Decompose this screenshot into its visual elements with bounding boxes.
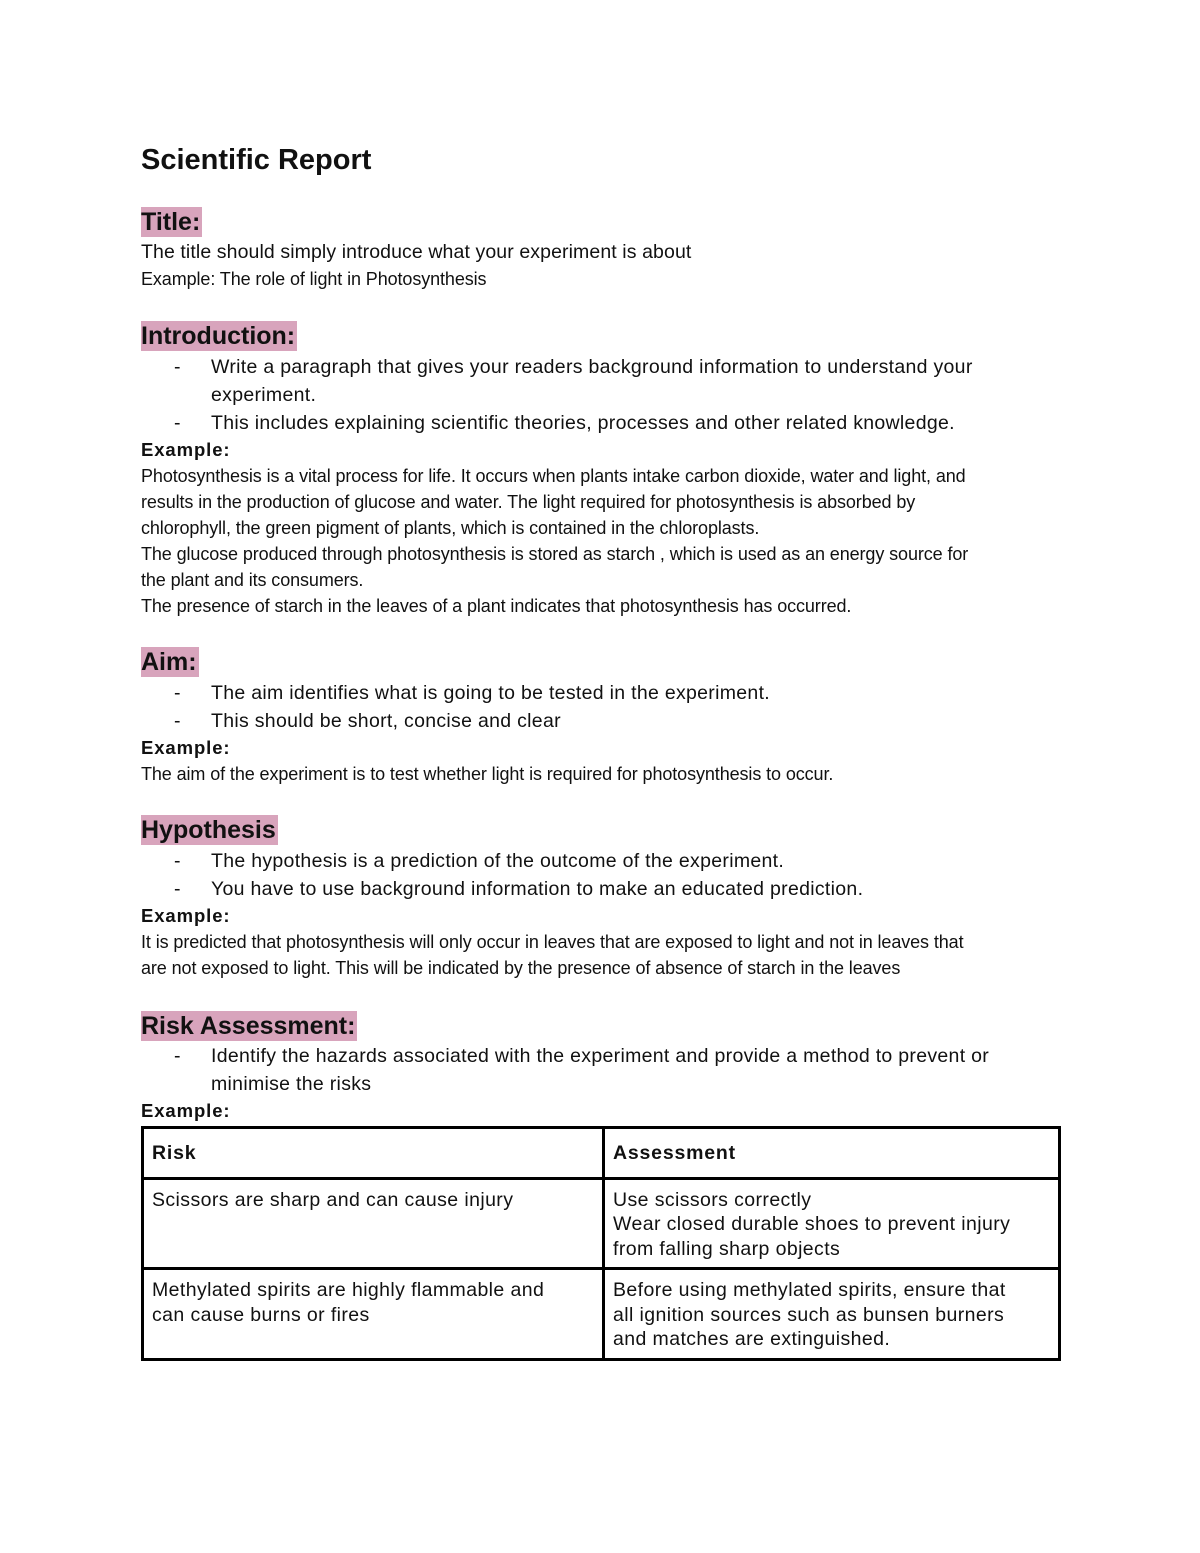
table-cell-risk: Scissors are sharp and can cause injury xyxy=(143,1178,604,1269)
table-header-row xyxy=(143,1128,1060,1179)
list-item: - Identify the hazards associated with the experiment and provide a method to prevent or xyxy=(174,1045,990,1067)
title-example: Example: The role of light in Photosynthesis xyxy=(141,269,487,289)
aim-example-text: The aim of the experiment is to test whether light is required for photosynthesis to occur. xyxy=(141,764,834,784)
table-cell-assessment: Use scissors correctly Wear closed durable shoes to prevent injury from falling sharp objects xyxy=(604,1178,1060,1269)
section-heading-title: Title: xyxy=(141,208,201,236)
example-label: Example: xyxy=(141,737,231,758)
column-header-assessment: Assessment xyxy=(604,1128,1060,1179)
document-title: Scientific Report xyxy=(141,144,372,176)
list-item-continuation: experiment. xyxy=(211,384,317,406)
list-item: - Write a paragraph that gives your readers background information to understand your xyxy=(174,356,973,378)
list-item: - This should be short, concise and clear xyxy=(174,710,561,732)
section-risk-assessment xyxy=(141,1011,1061,1361)
list-item: - This includes explaining scientific theories, processes and other related knowledge. xyxy=(174,412,955,434)
document-page xyxy=(141,140,1061,1361)
section-heading-hypothesis: Hypothesis xyxy=(141,816,276,844)
risk-bullets xyxy=(141,1042,1061,1098)
list-item: - The aim identifies what is going to be tested in the experiment. xyxy=(174,682,771,704)
risk-assessment-table xyxy=(141,1126,1061,1361)
introduction-example-text: Photosynthesis is a vital process for life. It occurs when plants intake carbon dioxide, water and light, and results in the production of glucose and water. The light required for photosynthesis is absorbed by chlorophyll, the green pigment of plants, which is contained in the chloroplasts. The glucose produced through photosynthesis is stored as starch , which is used as an energy source for the plant and its consumers. The presence of starch in the leaves of a plant indicates that photosynthesis has occurred. xyxy=(141,466,969,616)
table-cell-risk: Methylated spirits are highly flammable and can cause burns or fires xyxy=(143,1269,604,1360)
column-header-risk: Risk xyxy=(143,1128,604,1179)
section-introduction xyxy=(141,321,1061,619)
table-row xyxy=(143,1178,1060,1269)
example-label: Example: xyxy=(141,439,231,460)
table-cell-assessment: Before using methylated spirits, ensure that all ignition sources such as bunsen burners and matches are extinguished. xyxy=(604,1269,1060,1360)
hypothesis-bullets xyxy=(141,847,1061,903)
introduction-bullets xyxy=(141,353,1061,437)
list-item-continuation: minimise the risks xyxy=(211,1073,372,1095)
section-heading-risk-assessment: Risk Assessment: xyxy=(141,1012,356,1040)
list-item: - You have to use background information to make an educated prediction. xyxy=(174,878,864,900)
section-heading-aim: Aim: xyxy=(141,648,197,676)
section-aim xyxy=(141,647,1061,787)
section-title xyxy=(141,207,1061,292)
section-heading-introduction: Introduction: xyxy=(141,322,296,350)
example-label: Example: xyxy=(141,1100,231,1121)
title-description: The title should simply introduce what your experiment is about xyxy=(141,241,692,263)
section-hypothesis xyxy=(141,815,1061,981)
list-item: - The hypothesis is a prediction of the outcome of the experiment. xyxy=(174,850,785,872)
table-row xyxy=(143,1269,1060,1360)
hypothesis-example-text: It is predicted that photosynthesis will only occur in leaves that are exposed to light and not in leaves that are not exposed to light. This will be indicated by the presence of absence of starch in the leaves xyxy=(141,932,964,978)
aim-bullets xyxy=(141,679,1061,735)
example-label: Example: xyxy=(141,905,231,926)
